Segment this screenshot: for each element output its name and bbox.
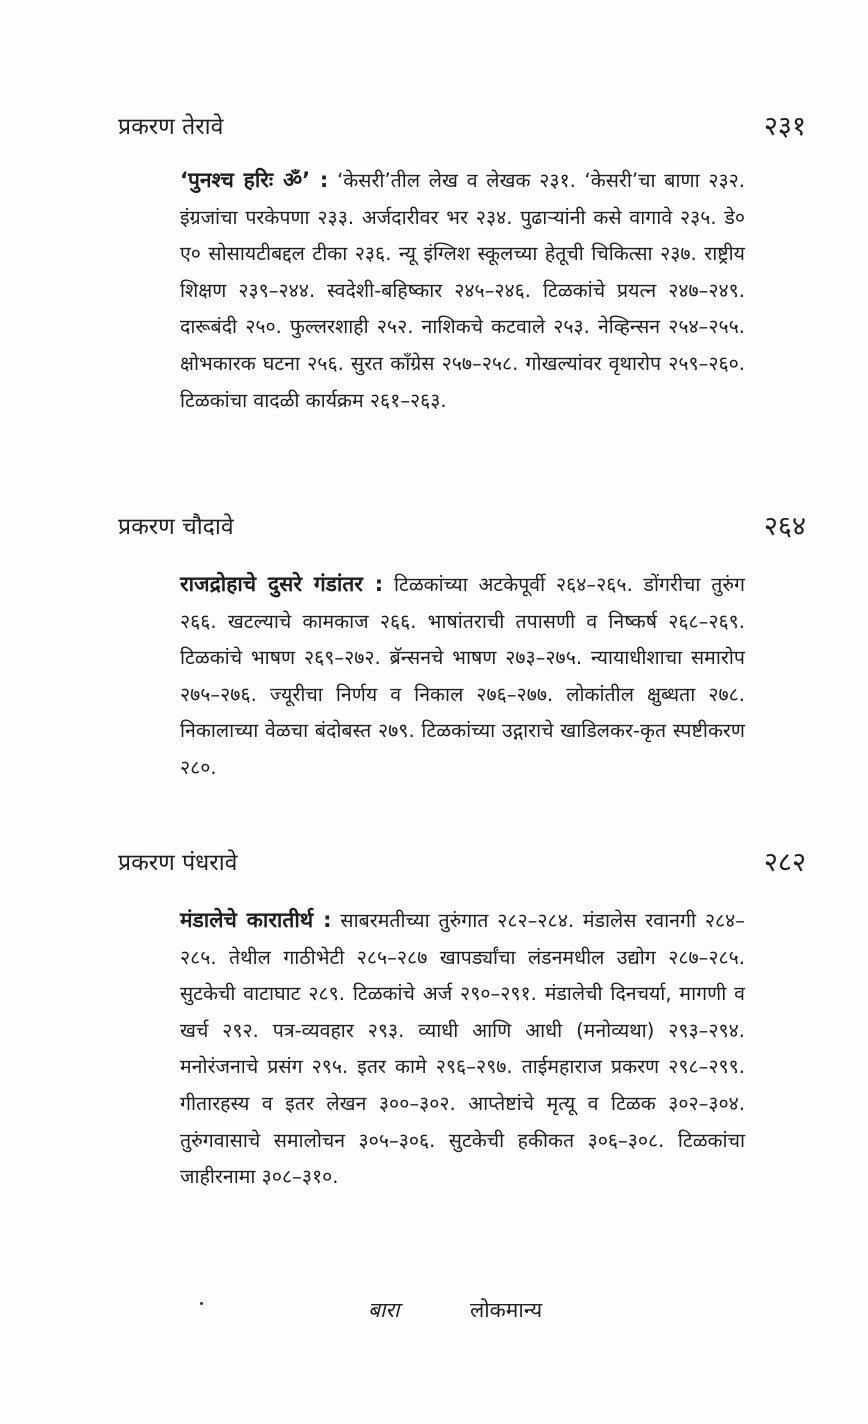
chapter-page-number: २३१ — [763, 111, 806, 142]
chapter-heading — [0, 846, 868, 886]
chapter-title: प्रकरण चौदावे — [118, 514, 234, 540]
page-folio: बारा — [368, 1298, 400, 1322]
chapter-heading — [0, 510, 868, 550]
chapter-summary — [180, 566, 745, 787]
chapter-lead-title: राजद्रोहाचे दुसरे गंडांतर : — [180, 572, 384, 596]
chapter-lead-title: ‘पुनश्च हरिः ॐ’ : — [180, 168, 329, 192]
chapter-title: प्रकरण पंधरावे — [118, 850, 238, 876]
chapter-page-number: २६४ — [763, 511, 806, 542]
chapter-heading — [0, 110, 868, 150]
print-speck — [200, 1302, 203, 1305]
chapter-summary — [180, 902, 745, 1196]
chapter-lead-title: मंडालेचे कारातीर्थ : — [180, 908, 332, 932]
chapter-summary — [180, 162, 745, 419]
chapter-page-number: २८२ — [763, 847, 806, 878]
chapter-title: प्रकरण तेरावे — [118, 114, 224, 140]
running-head: लोकमान्य — [470, 1298, 543, 1322]
page-footer — [0, 1296, 868, 1336]
chapter-contents: टिळकांच्या अटकेपूर्वी २६४–२६५. डोंगरीचा तुरुंग २६६. खटल्याचे कामकाज २६६. भाषांतराची तपासणी व निष्कर्ष २६८–२६९. टिळकांचे भाषण २६९–२७२. ब्रॅन्सनचे भाषण २७३–२७५. न्यायाधीशाचा समारोप २७५–२७६. ज्यूरीचा निर्णय व निकाल २७६–२७७. लोकांतील क्षुब्धता २७८. निकालाच्या वेळचा बंदोबस्त २७९. टिळकांच्या उद्गाराचे खाडिलकर-कृत स्पष्टीकरण २८०. — [180, 573, 745, 779]
chapter-contents: ‘केसरी’तील लेख व लेखक २३१. ‘केसरी’चा बाणा २३२. इंग्रजांचा परकेपणा २३३. अर्जदारीवर भर २३४. पुढाऱ्यांनी कसे वागावे २३५. डे० ए० सोसायटीबद्दल टीका २३६. न्यू इंग्लिश स्कूलच्या हेतूची चिकित्सा २३७. राष्ट्रीय शिक्षण २३९–२४४. स्वदेशी-बहिष्कार २४५–२४६. टिळकांचे प्रयत्न २४७–२४९. दारूबंदी २५०. फुल्लरशाही २५२. नाशिकचे कटवाले २५३. नेव्हिन्सन २५४–२५५. क्षोभकारक घटना २५६. सुरत काँग्रेस २५७–२५८. गोखल्यांवर वृथारोप २५९–२६०. टिळकांचा वादळी कार्यक्रम २६१–२६३. — [180, 169, 746, 412]
chapter-contents: साबरमतीच्या तुरुंगात २८२–२८४. मंडालेस रवानगी २८४–२८५. तेथील गाठीभेटी २८५–२८७ खापर्ड्यांचा लंडनमधील उद्योग २८७–२८५. सुटकेची वाटाघाट २८९. टिळकांचे अर्ज २९०–२९१. मंडालेची दिनचर्या, मागणी व खर्च २९२. पत्र-व्यवहार २९३. व्याधी आणि आधी (मनोव्यथा) २९३–२९४. मनोरंजनाचे प्रसंग २९५. इतर कामे २९६–२९७. ताईमहाराज प्रकरण २९८–२९९. गीतारहस्य व इतर लेखन ३००–३०२. आप्तेष्टांचे मृत्यू व टिळक ३०२–३०४. तुरुंगवासाचे समालोचन ३०५–३०६. सुटकेची हकीकत ३०६–३०८. टिळकांचा जाहीरनामा ३०८–३१०. — [180, 909, 746, 1189]
